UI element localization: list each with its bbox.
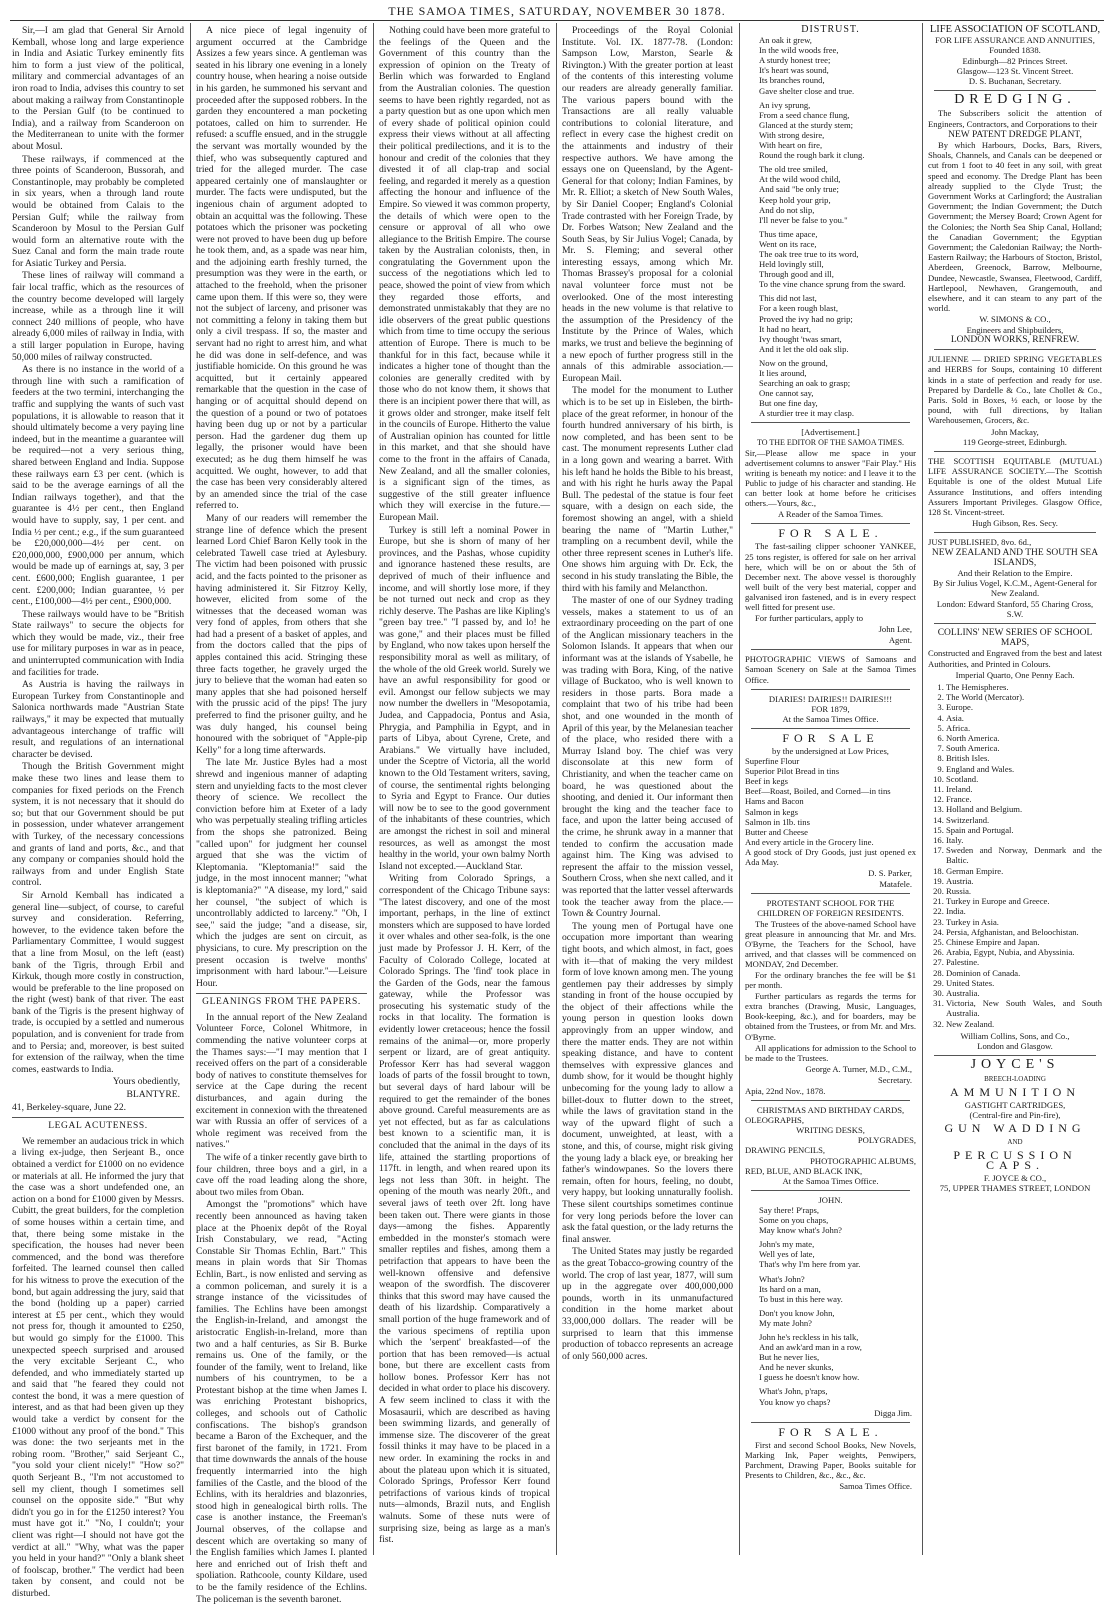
ad-line: WRITING DESKS, <box>796 1125 865 1136</box>
divider <box>751 649 910 650</box>
poem-line: A sturdier tree it may clasp. <box>759 408 854 419</box>
ad-heading: DIARIES! DAIRIES!! DAIRIES!!! <box>768 693 893 704</box>
poem-line: With strong desire, <box>759 129 825 140</box>
column-5 <box>745 25 916 1555</box>
letter-paragraph: Sir,—I am glad that General Sir Arnold Kemball, whose long and large experience in India and Asiatic Turkey eminently fits him to form a just view of the political, military and commercial advantages of an iron road to India, advises this country to set about making a railway from Constantinople to the Persian Gulf (to be continued to India), and a railway from Scanderoon on the Mediterranean to unite with the former about Mosul. <box>12 25 184 152</box>
ad-heading: NEW PATENT DREDGE PLANT, <box>948 129 1082 140</box>
ad-item: Salmon in kegs <box>745 806 798 817</box>
ad-text: (Central-fire and Pin-fire), <box>969 1110 1061 1121</box>
article-paragraph: In the annual report of the New Zealand Volunteer Force, Colonel Whitmore, in commending the native volunteer corps at the Thames says:—"I may mention that I received offers on the part of a considerable body of natives to constitute themselves for service at the Cape during the recent disturbances, and again during the excitement in connexion with the threatened war with Russia an offer of services of a whole regiment was received from the natives." <box>196 1011 367 1151</box>
masthead: THE SAMOA TIMES, SATURDAY, NOVEMBER 30 1878. <box>388 4 726 18</box>
map-list-item: 16. Italy. <box>946 835 1102 845</box>
poem-line: The oak tree true to its word, <box>759 248 859 259</box>
map-list <box>946 682 1102 1029</box>
ad-text: THE SCOTTISH EQUITABLE (MUTUAL) LIFE ASSURANCE SOCIETY.—The Scottish Equitable is one of the oldest Mutual Life Assurance Institutions, and offers intending Assurers Important Privileges. Glasgow Office, 128 St. Vincent-street. <box>928 455 1102 517</box>
poem-line: Some on you chaps, <box>759 1215 829 1226</box>
letter-paragraph: As there is no instance in the world of a through line with such a ramification of feeders at the two termini, interchanging the traffic and supplying the wants of such vast populations, it is allowable to reason that it should ultimately become a very paying line indeed, but in the meantime a guarantee will be required—not a very serious thing, shared between England and India. Suppose these railways earn £3 per cent. (which is said to be the average earnings of all the Indian railways together), and that the guarantee is 4½ per cent., then England would have to supply, say, 1 per cent. and India ½ per cent.; e.g., if the sum guaranteed be £20,000,000—4½ per cent. on £20,000,000, £900,000 per annum, which would be made up of earnings at, say, 3 per cent. £600,000; English guarantee, 1 per cent. £200,000; Indian guarantee, ½ per cent., £100,000—4½ per cent., £900,000. <box>12 364 184 608</box>
poem-line: It lies around, <box>759 368 807 378</box>
poem-line: John he's reckless in his talk, <box>759 1331 859 1342</box>
ad-heading: CHRISTMAS AND BIRTHDAY CARDS, <box>756 1105 905 1116</box>
column-2 <box>196 25 367 1605</box>
poem-line: Proved the ivy had no grip; <box>759 313 853 324</box>
ad-heading: DREDGING. <box>954 92 1076 108</box>
poem-line: That's why I'm here from yar. <box>759 1259 861 1270</box>
ad-text: FOR LIFE ASSURANCE AND ANNUITIES, <box>935 35 1095 46</box>
poem-line: With heart on fire, <box>759 140 823 151</box>
ad-item: Beef in kegs <box>745 776 788 787</box>
ad-text: By which Harbours, Docks, Bars, Rivers, Shoals, Channels, and Canals can be deepened or cut from 1 foot to 40 feet in any soil, with great speed and economy. The Dredge Plant has been already supplied to the Clyde Trust; the Government Works at Carlingford; the Australian Government; the Indian Government; the Dutch Government; the Mersey Board; Crown Agent for the Colonies; the North Sea Ship Canal, Holland; the Canadian Government; the Egyptian Government; the Caledonian Railway; the North-Eastern Railway; the Harbours of Stocton, Bristol, Aberdeen, Greenock, Barrow, Melbourne, Dundee, Newcastle, Swansea, Fleetwood, Cardiff, Hartlepool, Newhaven, Grangemouth, and elsewhere, and it can steam to any part of the world. <box>928 140 1102 314</box>
letter-close: Yours obediently, <box>112 1076 180 1088</box>
poem-line: Keep hold your grip, <box>759 194 831 205</box>
article-paragraph: Amongst the "promotions" which have recently been announced as having taken place at the Phoenix depôt of the Royal Irish Constabulary, we read, "Acting Constable Sir Thomas Echlin, Bart." This means in plain words that Sir Thomas Echlin, Bart., is now enlisted and serving as a common policeman, and surely it is a strange instance of the vicissitudes of families. The Echlins have been amongst the English-in-Ireland, and amongst the aristocratic English-in-Ireland, more than two and a half centuries, as Sir B. Burke remains us. One of the family, or the founder of the family, went to Ireland, like numbers of his countrymen, to be a Protestant bishop at the time when James I. was enriching Protestant bishoprics, colleges, and schools out of Catholic confiscations. The bishop's grandson became a Baron of the Exchequer, and the first baronet of the family, in 1721. From that time downwards the annals of the house frequently intermarried into the high families of the Castle, and the blood of the Echlins, with its heraldries and blazonries, stood high in genealogical birth rolls. The case is another instance, the Freeman's Journal observes, of the collapse and descent which are overtaking so many of the English families which James I. planted here and enriched out of Irish theft and spoliation. Rathcoole, county Kildare, used to be the family residence of the Echlins. The policeman is the seventh baronet. <box>196 1199 367 1605</box>
divider <box>751 893 910 894</box>
ad-item-list <box>745 756 916 867</box>
poem-line: An oak it grew, <box>759 35 812 46</box>
map-list-item: 9. England and Wales. <box>946 764 1102 774</box>
ad-signature: F. JOYCE & CO., <box>983 1173 1047 1184</box>
ad-signature: 119 George-street, Edinburgh. <box>963 436 1067 447</box>
column-rule <box>373 23 374 1555</box>
ad-item: Superior Pilot Bread in tins <box>745 766 840 777</box>
poem-line: Glanced at the sturdy stem; <box>759 119 854 130</box>
poem-line: Don't you know John, <box>759 1307 835 1318</box>
ad-text: At the Samoa Times Office. <box>782 713 879 724</box>
poem-line: For a keen rough blast, <box>759 303 838 314</box>
map-list-item: 11. Ireland. <box>946 784 1102 794</box>
ad-date: Apia, 22nd Nov., 1878. <box>745 1086 826 1096</box>
poem-line: To the vine chance sprung from the sward. <box>759 279 906 290</box>
poem-line: A sturdy honest tree; <box>759 55 831 66</box>
map-list-item: 8. British Isles. <box>946 753 1102 763</box>
map-list-item: 3. Europe. <box>946 702 1102 712</box>
advertisement-label: [Advertisement.] <box>801 427 860 438</box>
poem-line: From a seed chance flung, <box>759 109 850 120</box>
poem-line: Searching an oak to grasp; <box>759 378 851 389</box>
ad-text: The fast-sailing clipper schooner YANKEE, 25 tons register, is offered for sale on her arrival here, which will be on or about the 5th of December next. The above vessel is thoroughly well built of the very best material, copper and galvanised iron fastened, and is in every respect well fitted for present use. <box>745 541 916 612</box>
divider <box>934 623 1096 624</box>
newspaper-page <box>10 20 1104 1605</box>
divider <box>751 689 910 690</box>
article-paragraph: The young men of Portugal have one occupation more important than wearing tight boots, and which almost, in fact, goes with it—that of making the very mildest form of love known among men. The young gentlemen pay their addresses by simply standing in front of the house occupied by the object of their affections while the young person in question looks down approvingly from an upper window, and there the matter ends. They are not within speaking distance, and have to content themselves with expressive glances and dumb show, for it would be thought highly unbecoming for the young lady to allow a billet-doux to flutter down to the street, while the laws of gravitation stand in the way of the upward flight of such a document, unweighted, at least, with a stone, and this, of course, might risk giving the young lady a black eye, or breaking her father's windowpanes. So the lovers there remain, often for hours, feeling, no doubt, very happy, but looking unnaturally foolish. These silent courtships sometimes continue for very long periods before the lover can ask the fatal question, or the lady returns the final answer. <box>562 920 733 1245</box>
letter-signature: A Reader of the Samoa Times. <box>777 509 884 520</box>
editor-heading: TO THE EDITOR OF THE SAMOA TIMES. <box>756 437 905 447</box>
article-paragraph: We remember an audacious trick in which a living ex-judge, then Serjeant B., once obtained a verdict for £1000 on no evidence or materials at all. He informed the jury that the case was a short undefended one, an action on a bond for £1000 given by Messrs. Cubitt, the great builders, for the completion of some houses within a certain time, and that, there being some mistake in the specification, the houses had never been commenced, and the bond was therefore forfeited. The learned counsel then called for his witness to prove the execution of the bond, but again addressing the jury, said that the bond (holding up a paper) carried interest at £5 per cent., which they would not press for, though it amounted to £250, but would go simply for the £1000. This unexpected speech surprised and aroused the very excitable Serjeant C., who defended, and who immediately started up and said that "he feared they could not contest the bond, it was a mere question of interest, and as that had been given up they would take a verdict by consent for the £1000 without any proof of the bond." This was done: the two serjeants met in the robing room. "Brother," said Serjeant C., "you sold your client nicely!" "How so?" quoth Serjeant B., "I'm not accustomed to sell my client, though I sometimes sell counsel on the opposite side." "But why didn't you go in for the £1250 interest? You must have got it." "No, I couldn't; your client was right—I should not have got the verdict at all." "Why, what was the paper you held in your hand?" "Only a blank sheet of foolscap, brother." The verdict had been taken by consent, and could not be disturbed. <box>12 1135 184 1599</box>
poem-line: And it let the old oak slip. <box>759 343 849 354</box>
ad-signature: John Lee, <box>878 624 912 635</box>
map-list-item: 25. Chinese Empire and Japan. <box>946 937 1102 947</box>
ad-signature: 75, UPPER THAMES STREET, LONDON <box>939 1183 1091 1194</box>
map-list-item: 22. India. <box>946 906 1102 916</box>
map-list-item: 26. Arabia, Egypt, Nubia, and Abyssinia. <box>946 947 1102 957</box>
ad-line: At the Samoa Times Office. <box>782 1175 879 1186</box>
map-list-item: 28. Dominion of Canada. <box>946 968 1102 978</box>
poem-line: You know yo chaps? <box>759 1396 831 1407</box>
poem-line: My mate John? <box>759 1317 812 1328</box>
column-rule <box>190 23 191 1555</box>
ad-line: DRAWING PENCILS, <box>745 1145 825 1156</box>
ad-text: By Sir Julius Vogel, K.C.M., Agent-General for New Zealand. <box>933 578 1097 599</box>
ad-text: First and second School Books, New Novels, Marking Ink, Paper weights, Penwipers, Parchment, Drawing Paper, Books suitable for Presents to Children, &c., &c., &c. <box>745 1439 916 1481</box>
poem-line: I guess he doesn't know how. <box>759 1372 860 1383</box>
ad-signature: George A. Turner, M.D., C.M., <box>805 1063 912 1074</box>
ad-line: RED, BLUE, AND BLACK INK, <box>745 1165 863 1176</box>
map-list-item: 18. German Empire. <box>946 866 1102 876</box>
column-rule <box>739 23 740 1555</box>
ad-item: Beef—Roast, Boiled, and Corned—in tins <box>745 786 891 797</box>
column-4 <box>562 25 733 1555</box>
ad-text: JULIENNE — DRIED SPRING VEGETABLES and HERBS for Soups, containing 10 different kinds in a state of perfection and ready for use. Prepared by Dardelle & Co., late Chollet & Co., Paris. Sold in Boxes, ½ each, or loose by the pound, with full directions, by Italian Warehousemen, Grocers, &c. <box>928 354 1102 426</box>
map-list-item: 17. Sweden and Norway, Denmark and the Baltic. <box>946 845 1102 865</box>
ad-signature: D. S. Parker, <box>868 868 912 879</box>
map-list-item: 7. South America. <box>946 743 1102 753</box>
letter-name: BLANTYRE. <box>126 1089 180 1101</box>
poem-line: At the wild wood child, <box>759 174 841 185</box>
ad-text: All applications for admission to the School to be made to the Trustees. <box>745 1042 916 1063</box>
poem-line: The old tree smiled, <box>759 164 828 175</box>
map-list-item: 20. Russia. <box>946 886 1102 896</box>
ad-item: Hams and Bacon <box>745 796 804 807</box>
article-paragraph: Many of our readers will remember the strange line of defence which the present learned Lord Chief Baron Kelly took in the celebrated Tawell case tried at Aylesbury. The victim had been poisoned with prussic acid, and the facts pointed to the prisoner as having administered it. Sir Fitzroy Kelly, however, elicited from some of the witnesses that the deceased woman was very fond of apples, from others that she had had a present of a basket of apples, and from the doctors called that the pips of apples contained this acid. Stringing these three facts together, he gravely urged the jury to believe that the woman had eaten so many apples that she had poisoned herself with the prussic acid of the pips! The jury preferred to find the prisoner guilty, and he was duly hanged, his counsel being honoured with the sobriquet of "Apple-pip Kelly" for a long time afterwards. <box>196 512 367 756</box>
ad-item: Salmon in 1lb. tins <box>745 816 810 827</box>
article-paragraph: Writing from Colorado Springs, a correspondent of the Chicago Tribune says: "The latest discovery, and one of the most important, perhaps, in the line of extinct monsters which are supposed to have lorded it over whales and other sea-folk, is the one just made by Professor J. H. Kerr, of the Faculty of Colorado College, located at Colorado Springs. The 'find' took place in the Garden of the Gods, near the famous gateway, while the Professor was prosecuting his systematic study of the rocks in that locality. The formation is evidently lower cretaceous; hence the fossil remains of the animal—or, more properly serpent or lizard, are of great antiquity. Professor Kerr has had several waggon loads of parts of the fossil brought to town, but several days of hard labour will be required to get the remainder of the bones above ground. Careful measurements are as yet not effected, but as far as calculations best known to a scientific man, it is concluded that the animal in the days of its life, attained the startling proportions of 117ft. in length, and when reared upon its legs not less than 30ft. in height. The opening of the mouth was nearly 20ft., and several jaws of teeth over 2ft. long have been taken out. There were giants in those days—among the fishes. Apparently embedded in the monster's stomach were smaller reptiles and fishes, among them a petrifaction that appears to have been the well-known offensive and defensive weapon of the swordfish. The discoverer thinks that this sword may have caused the death of his lizardship. Comparatively a small portion of the huge framework and of the various specimens of reptilia upon which the 'serpent' breakfasted—of the portion that has been removed—is actual bone, but there are excellent casts from hollow bones. Professor Kerr has not decided in what order to place his discovery. A few seem inclined to class it with the Mosasaurii, which are described as having been swimming lizards, and generally of immense size. The discoverer of the great fossil thinks it may have to be placed in a new order. In examining the rocks in and about the plateau upon which it is situated, Colorado Springs, Professor Kerr found petrifactions of various kinds of tropical nuts—almonds, Brazil nuts, and English walnuts. Some of these nuts were of surprising size, being as large as a man's fist. <box>379 873 550 1546</box>
map-list-item: 15. Spain and Portugal. <box>946 825 1102 835</box>
poem-signature: Digga Jim. <box>874 1407 912 1418</box>
poem-line: And said "be only true; <box>759 184 839 195</box>
divider <box>934 90 1096 91</box>
ad-heading: AMMUNITION <box>950 1084 1080 1099</box>
map-list-item: 1. The Hemispheres. <box>946 682 1102 692</box>
poem-line: But one fine day, <box>759 398 818 409</box>
ad-signature: Hugh Gibson, Res. Secy. <box>972 518 1058 529</box>
column-6 <box>928 25 1102 1555</box>
ad-text: The Subscribers solicit the attention of Engineers, Contractors, and Corporations to their <box>928 108 1102 129</box>
poem-line: I'll never be false to you." <box>759 214 848 225</box>
ad-line: PHOTOGRAPHIC ALBUMS, <box>810 1155 916 1166</box>
map-list-item: 21. Turkey in Europe and Greece. <box>946 896 1102 906</box>
map-list-item: 31. Victoria, New South Wales, and South Australia. <box>946 998 1102 1018</box>
ad-heading: FOR SALE. <box>778 1424 883 1439</box>
map-list-item: 10. Scotland. <box>946 774 1102 784</box>
poem-line: One cannot say, <box>759 388 814 399</box>
article-paragraph: Nothing could have been more grateful to the feelings of the Queen and the Government of this country than the expression of opinion on the Treaty of Berlin which was forwarded to England from the Australian colonies. The question seems to have been rightly regarded, not as a party question but as one upon which men of every shade of political opinion could express their views without at all affecting their political predilections, and it is to the honour and credit of the colonies that they divested it of all clap-trap and social feeling, and regarded it merely as a question affecting the honour and influence of the Empire. So viewed it was common property, the details of which were open to the censure or approval of all who owe allegiance to the British Empire. The course taken by the Australian colonists, then, in congratulating the Government upon the success of the negotiations which led to peace, showed the point of view from which they regarded those efforts, and demonstrated unmistakably that they are no idle observers of the great public questions which from time to time occupy the serious attention of Europe. There is much to be thankful for in this fact, because while it indicates a higher tone of thought than the colonies are generally credited with by those who do not know them, it shows that there is an incipient power there that will, as it grows older and stronger, make itself felt in the councils of Europe. Hitherto the value of Australian opinion has counted for little in this market, and that she should have come to the front in the affairs of Canada, New Zealand, and all the smaller colonies, is a significant sign of the times, as suggestive of the still greater influence which they will exercise in the future.—European Mail. <box>379 25 550 523</box>
article-paragraph: Proceedings of the Royal Colonial Institute. Vol. IX. 1877-78. (London: Sampson Low, Marston, Searle & Rivington.) With the greater portion at least of the contents of this interesting volume our readers are already generally familiar. The various papers bound with the Transactions are all really valuable contributions to colonial literature, and reflect in every case the highest credit on the attainments and industry of their respective authors. We have among the essays one on Queensland, by the Agent-General for that colony; Indian Famines, by Mr. R. Elliot; a sketch of New South Wales, by Sir Daniel Cooper; England's Colonial Trade contrasted with her Foreign Trade, by Dr. Forbes Watson; New Zealand and the South Seas, by Sir Julius Vogel; Canada, by Mr. S. Fleming; and several other interesting essays, among which Mr. Thomas Brassey's proposal for a colonial naval volunteer force must not be overlooked. One of the most interesting heads in the new volume is that relative to the assumption of the Presidency of the Institute by the Prince of Wales, which marks, we trust and believe the beginning of a new epoch of further progress still in the annals of this admirable association.—European Mail. <box>562 25 733 384</box>
poem-title: DISTRUST. <box>801 24 860 35</box>
map-list-item: 32. New Zealand. <box>946 1019 1102 1029</box>
poem-title: JOHN. <box>818 1194 843 1205</box>
poem-line: May know what's John? <box>759 1225 842 1236</box>
poem-line: Gave shelter close and true. <box>759 85 855 96</box>
article-paragraph: The wife of a tinker recently gave birth to four children, three boys and a girl, in a cave off the road leading along the shore, about two miles from Oban. <box>196 1152 367 1198</box>
divider <box>934 1055 1096 1056</box>
map-list-item: 23. Turkey in Asia. <box>946 917 1102 927</box>
ad-signature: Agent. <box>888 635 912 646</box>
map-list-item: 4. Asia. <box>946 713 1102 723</box>
ad-heading: JOYCE'S <box>970 1057 1060 1073</box>
poem-line: It's heart was sound, <box>759 65 829 76</box>
ad-line: POLYGRADES, <box>857 1135 916 1146</box>
ad-heading: GUN WADDING <box>944 1121 1086 1136</box>
ad-item: Butter and Cheese <box>745 826 809 837</box>
poem-line: Its branches round, <box>759 75 825 86</box>
ad-text: by the undersigned at Low Prices, <box>772 746 889 756</box>
map-list-item: 12. France. <box>946 794 1102 804</box>
poem-line: Round the rough bark it clung. <box>759 150 865 161</box>
column-1 <box>12 25 184 1599</box>
poem-distrust <box>745 35 916 418</box>
ad-text: GASTIGHT CARTRIDGES, <box>964 1099 1066 1110</box>
poem-line: Its hard on a man, <box>759 1283 821 1294</box>
divider <box>751 523 910 524</box>
ad-text: Glasgow—123 St. Vincent Street. <box>956 65 1074 76</box>
divider <box>751 728 910 729</box>
map-list-item: 19. Austria. <box>946 876 1102 886</box>
ad-text: For further particulars, apply to <box>755 613 864 624</box>
divider <box>751 422 910 423</box>
ad-heading: PERCUSSION CAPS. <box>953 1147 1077 1172</box>
map-list-item: 2. The World (Mercator). <box>946 692 1102 702</box>
poem-line: John's my mate, <box>759 1239 815 1250</box>
ad-text: Further particulars as regards the terms for extra branches (Drawing, Music, Languages, Book-keeping, &c.), and for boarders, may be obtained from the Trustees, or from Mr. and Mrs. O'Byrne. <box>745 991 916 1042</box>
section-heading: LEGAL ACUTENESS. <box>12 1117 184 1133</box>
divider <box>934 349 1096 350</box>
article-paragraph: The late Mr. Justice Byles had a most shrewd and ingenious manner of adapting stern and unyielding facts to the most clever theory of science. We recollect the conviction before him at Exeter of a lady who was perpetually stealing trifling articles from the shops she patronized. Being "called upon" for judgment her counsel argued that she was the victim of Kleptomania. "Kleptomania!" said the judge, in the most innocent manner; "what is kleptomania?" "A disease, my lord," said her counsel, "the subject of which is uncontrollably addicted to larceny." "Oh, I see," said the judge; "and a disease, sir, which the judges are sent on circuit, as physicians, to cure. My prescription on the present occasion is twelve months' imprisonment with hard labour."—Leisure Hour. <box>196 757 367 989</box>
ad-text: And their Relation to the Empire. <box>957 567 1073 578</box>
ad-text: London: Edward Stanford, 55 Charing Cross, S.W. <box>936 598 1094 619</box>
ad-item: A good stock of Dry Goods, just just opened ex Ada May. <box>745 846 916 868</box>
poem-line: And he never skunks, <box>759 1362 834 1373</box>
map-list-item: 29. United States. <box>946 978 1102 988</box>
poem-line: What's John, p'raps, <box>759 1386 828 1397</box>
letter-paragraph: Sir Arnold Kemball has indicated a general line—subject, of course, to careful survey and consideration. Referring, however, to the evidence taken before the Parliamentary Committee, I would suggest that a line from Mosul, on the left (east) bank of the Tigris, through Erbil and Kirkuk, though more costly in construction, would be preferable to the line proposed on the right (west) bank of that river. The east bank of the Tigris is the present highway of trade, is occupied by a settled and numerous population, and is convenient for trade from and to Persia; and, moreover, is best suited for extension of the railway, when the time comes, eastwards to India. <box>12 889 184 1075</box>
ad-text: BREECH-LOADING <box>984 1074 1046 1083</box>
poem-line: This did not last, <box>759 293 817 304</box>
divider <box>751 1422 910 1423</box>
ad-signature: D. S. Buchanan, Secretary. <box>968 76 1062 87</box>
poem-line: Through good and ill, <box>759 269 834 280</box>
poem-line: And do not slip, <box>759 204 815 215</box>
letter-paragraph: These railways, if commenced at the three points of Scanderoon, Bussorah, and Constantinople, may probably be completed in six years, when a through land route would be obtained from Calais to the Persian Gulf; while the railway from Scanderoon by Mosul to the Persian Gulf would form an alternative route with the Suez Canal and form the main trade route for Asiatic Turkey and Persia. <box>12 153 184 269</box>
ad-signature: LONDON WORKS, RENFREW. <box>950 334 1080 345</box>
ad-signature: W. SIMONS & CO., <box>979 314 1051 325</box>
poem-line: Went on its race, <box>759 238 817 249</box>
ad-text: Founded 1838. <box>989 45 1041 56</box>
poem-john <box>745 1205 916 1407</box>
poem-line: To bust in this here way. <box>759 1293 843 1304</box>
poem-line: Now on the ground, <box>759 357 828 368</box>
ad-text: For the ordinary branches the fee will be $1 per month. <box>745 969 916 991</box>
poem-line: And an awk'ard man in a row, <box>759 1342 862 1353</box>
ad-heading: PROTESTANT SCHOOL FOR THE CHILDREN OF FOREIGN RESIDENTS. <box>757 898 904 919</box>
poem-line: Thus time apace, <box>759 228 818 239</box>
letter-address: 41, Berkeley-square, June 22. <box>12 1101 127 1113</box>
map-list-item: 27. Palestine. <box>946 957 1102 967</box>
map-list-item: 30. Australia. <box>946 988 1102 998</box>
ad-signature: Matafele. <box>879 879 912 890</box>
ad-signature: Engineers and Shipbuilders, <box>966 324 1064 335</box>
book-title: NEW ZEALAND AND THE SOUTH SEA ISLANDS, <box>931 547 1099 568</box>
poem-line: Ivy thought 'twas smart, <box>759 333 842 344</box>
article-paragraph: Turkey is still left a nominal Power in Europe, but she is shorn of many of her provinces, and the Pashas, whose cupidity and ignorance hastened these results, are deprived of much of their influence and income, and will shortly lose more, if they be not turned out neck and crop as they richly deserve. The Pashas are like Kipling's "green bay tree." "I passed by, and lo! he was gone," and their places must be filled by England, who now takes upon herself the responsibility moral as well as military, of the whole of the old Greek world. Surely we have an awful responsibility for good or evil. Amongst our fellow subjects we may now number the dwellers in "Mesopotamia, Judea, and Cappadocia, Pontus and Asia, Phrygia, and Pamphilia in Egypt, and in parts of Libya, about Cyrene, Crete, and Arabians." We virtually have included, under the Sceptre of Victoria, all the world known to the Old Testament writers, saving, of course, the sentimental rights belonging to Syria and Egypt to France. Our duties will now be to see to the good government of the inhabitants of these countries, which are amongst the richest in soil and mineral resources, as well as amongst the most healthy in the world, your own balmy North Island not excepted.—Auckland Star. <box>379 524 550 872</box>
ad-item: Superfine Flour <box>745 756 800 767</box>
ad-signature: John Mackay, <box>991 426 1039 437</box>
ad-text: FOR 1879, <box>811 703 850 714</box>
ad-heading: COLLINS' NEW SERIES OF SCHOOL MAPS, <box>937 627 1093 649</box>
divider <box>751 1190 910 1191</box>
ad-line: OLEOGRAPHS, <box>745 1115 804 1126</box>
ad-text: PHOTOGRAPHIC VIEWS of Samoans and Samoan Scenery on Sale at the Samoa Times Office. <box>745 654 916 685</box>
divider <box>751 1100 910 1101</box>
letter-paragraph: Though the British Government might make these two lines and lease them to companies for fixed periods on the French system, it is not necessary that it should do so; but that our Government should be put in possession, under whatever arrangement with Turkey, of the necessary concessions and grants of land and ports, &c., and that any company or companies should hold the railways from and under English State control. <box>12 761 184 889</box>
letter-paragraph: As Austria is having the railways in European Turkey from Constantinople and Salonica northwards made "Austrian State railways," it may be expected that mutually advantageous interchange of traffic will result, and regulations of an international character be devised. <box>12 679 184 760</box>
poem-line: What's John? <box>759 1273 805 1284</box>
ad-heading: FOR SALE. <box>778 526 883 541</box>
map-list-item: 24. Persia, Afghanistan, and Beloochistan. <box>946 927 1102 937</box>
ad-item: And every article in the Grocery line. <box>745 836 874 847</box>
poem-line: It had no heart, <box>759 323 812 334</box>
column-rule <box>922 23 923 1555</box>
map-list-item: 5. Africa. <box>946 723 1102 733</box>
ad-text: Constructed and Engraved from the best and latest Authorities, and Printed in Colours. <box>928 648 1102 669</box>
letter-paragraph: These lines of railway will command a fair local traffic, which as the resources of the country become developed will largely increase, while as a through line it will connect 240 millions of people, who have already 6,000 miles of railway in India, with a still larger population in Europe, having 50,000 miles of railway constructed. <box>12 270 184 363</box>
ad-signature: William Collins, Sons, and Co., <box>960 1030 1070 1041</box>
column-3 <box>379 25 550 1555</box>
map-list-item: 13. Holland and Belgium. <box>946 804 1102 814</box>
letter-paragraph: Sir,—Please allow me space in your advertisement columns to answer "Fair Play." His writing is beneath my notice: and I leave it to the Public to judge of his character and standing. He can better look at home before he criticises others.—Yours, &c., <box>745 447 916 509</box>
ad-signature: Samoa Times Office. <box>839 1481 912 1492</box>
poem-line: But he never lies, <box>759 1352 820 1363</box>
article-paragraph: A nice piece of legal ingenuity of argument occurred at the Cambridge Assizes a few years since. A gentleman was seated in his library one evening in a lonely country house, when hearing a noise outside in his garden, he summoned his servant and proceeded after the supposed robbers. In the garden they encountered a man pocketing potatoes, called on him to surrender. He refused: a scuffle ensued, and in the struggle the servant was mortally wounded by the thief, who was subsequently captured and tried for the alleged murder. The case appeared certainly one of manslaughter or murder. The facts were undisputed, but the ingenious chain of argument adopted to obtain an acquittal was the following. These potatoes which the prisoner was pocketing were not proved to have been dug up before he took them, and, as a spade was near him, and the adjoining earth freshly turned, the presumption was they were in the earth, or attached to the freehold, when the prisoner came upon them. If this were so, they were not the subject of larceny, and prisoner was not committing a felony in taking them but only a civil trespass. If so, the master and servant had no right to arrest him, and what he did was done in self-defence, and was justifiable homicide. On this ground he was acquitted, but it certainly appeared remarkable that the question in the case of hanging or of acquittal should depend on the question of a pound or two of potatoes having been dug up or not by a particular person. Had the gardener dug them up legally, the prisoner would have been executed; as he dug them himself he was acquitted. We ought, however, to add that the case has been very considerably altered by an amended since the trial of the case referred to. <box>196 25 367 512</box>
article-paragraph: The master of one of our Sydney trading vessels, makes a statement to us of an extraordinary proceeding on the part of one of the Anglican missionary teachers in the Solomon Islands. It appears that when our informant was at the islands of Ysabelle, he was trading with Bora, King, of the native village of Buckatoo, who is well known to residers in those parts. Bora made a complaint that two of his tribe had been shot, and one wounded in the month of April of this year, by the Melanesian teacher of the place, who resided there with a Murray Island boy. The chief was very disconsolate at this new form of Christianity, and when the teacher came on board, he was questioned about the shooting, and denied it. Our informant then brought the king and the teacher face to face, and upon the latter being accused of the crime, he shrunk away in a manner that tended to confirm the accusation made against him. The King was advised to represent the affair to the mission vessel, Southern Cross, when she next called, and it was reported that the latter vessel afterwards took the teacher away from the place.—Town & Country Journal. <box>562 595 734 920</box>
ad-text: Edinburgh—82 Princes Street. <box>962 55 1068 66</box>
ad-signature: Secretary. <box>877 1074 912 1085</box>
ad-text: The Trustees of the above-named School have great pleasure in announcing that Mr. and Mrs. O'Byrne, the Teachers for the School, have arrived, and that classes will be commenced on MONDAY, 2nd December. <box>745 918 916 969</box>
section-heading: GLEANINGS FROM THE PAPERS. <box>196 993 367 1009</box>
ad-signature: London and Glasgow. <box>977 1041 1053 1052</box>
poem-line: Say there! P'raps, <box>759 1204 820 1215</box>
column-rule <box>556 23 557 1555</box>
ad-heading: FOR SALE <box>782 730 879 745</box>
ad-text: AND <box>1007 1137 1023 1146</box>
letter-paragraph: These railways would have to be "British State railways" to secure the objects for which they would be made, viz., their free use for military purposes in war as in peace, and uninterrupted communication with India and facilities for trade. <box>12 608 184 678</box>
poem-line: In the wild woods free, <box>759 45 839 56</box>
map-list-item: 6. North America. <box>946 733 1102 743</box>
ad-heading: JUST PUBLISHED, 8vo. 6d., <box>928 537 1032 548</box>
article-paragraph: The United States may justly be regarded as the great Tobacco-growing country of the world. The crop of last year, 1877, will sum up in the aggregate over 400,000,000 pounds, worth in its unmanufactured condition in the home market about 33,000,000 dollars. The reader will be surprised to learn that this immense production of tobacco represents an acreage of only 560,000 acres. <box>562 1246 733 1362</box>
ad-text: Imperial Quarto, One Penny Each. <box>955 669 1075 680</box>
map-list-item: 14. Switzerland. <box>946 815 1102 825</box>
poem-line: An ivy sprung, <box>759 99 811 110</box>
article-paragraph: The model for the monument to Luther which is to be set up in Eisleben, the birth-place of the great reformer, in honour of the fourth hundred anniversary of his birth, is now completed, and has been sent to be cast. The monument represents Luther clad in a long gown and wearing a barret. With his left hand he holds the Bible to his breast, and with his right he hurls away the Papal Bull. The pedestal of the statue is four feet square, with a design on each side, the foremost showing an angel, with a shield bearing the name of "Martin Luther," trampling on a recumbent devil, while the other three represent scenes in Luther's life. One shows him arguing with Dr. Eck, the second in his study translating the Bible, the third with his family and Melancthon. <box>562 385 733 594</box>
divider <box>934 532 1096 533</box>
poem-line: Held lovingly still, <box>759 259 824 270</box>
divider <box>934 451 1096 452</box>
poem-line: Well yes of late, <box>759 1249 815 1260</box>
ad-heading: LIFE ASSOCIATION OF SCOTLAND, <box>929 24 1101 35</box>
